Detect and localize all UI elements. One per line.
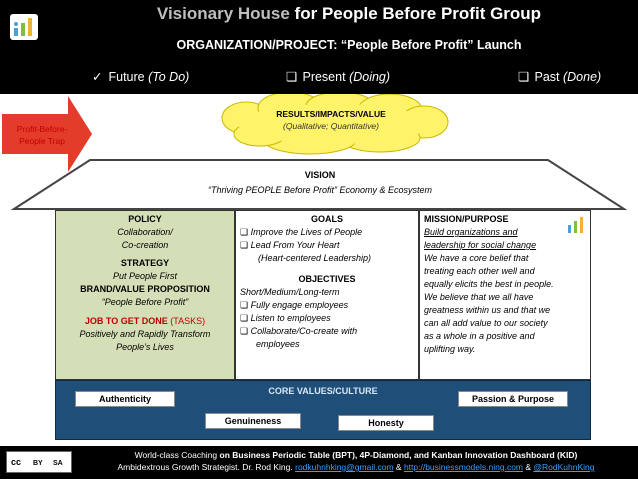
brand-name: Visionary House [156, 4, 290, 23]
logo-icon [566, 215, 586, 235]
strategy-title: STRATEGY [120, 258, 170, 268]
mission-body-line: We believe that we all have [424, 292, 534, 302]
goal-item [240, 226, 414, 239]
org-name: People Before Profit Group [321, 4, 542, 23]
trap-line: Profit-Before- [16, 124, 68, 134]
vision-title: VISION [304, 170, 336, 180]
title-connector: for [289, 4, 322, 23]
value-passion-purpose: Passion & Purpose [458, 391, 568, 407]
creative-commons-badge [6, 451, 72, 473]
status-label: Past [534, 70, 560, 84]
status-detail: (To Do) [148, 70, 190, 84]
page-title [60, 4, 638, 24]
sa-icon: SA [53, 460, 63, 467]
objective-text: Listen to employees [250, 313, 331, 323]
mission-headline: leadership for social change [424, 240, 537, 250]
status-detail: (Doing) [349, 70, 391, 84]
footer-text: & [393, 462, 404, 472]
objectives-subtitle: Short/Medium/Long-term [240, 287, 340, 297]
objective-item [240, 325, 414, 338]
checkbox-icon: ❏ [240, 240, 249, 250]
checkbox-icon: ❏ [240, 227, 249, 237]
goal-text: Lead From Your Heart [250, 240, 340, 250]
subtitle-value: : “People Before Profit” Launch [333, 38, 522, 52]
mission-title: MISSION/PURPOSE [424, 214, 509, 224]
job-suffix: (TASKS) [167, 316, 206, 326]
mission-headline: Build organizations and [424, 227, 518, 237]
policy-item: Co-creation [121, 240, 169, 250]
email-link[interactable]: rodkuhnhking@gmail.com [295, 462, 394, 472]
mission-body-line: can all add value to our society [424, 318, 548, 328]
results-text [236, 108, 426, 132]
checkbox-icon: ❏ [518, 70, 530, 84]
core-values-title: CORE VALUES/CULTURE [268, 386, 378, 396]
mission-body-line: equally elicits the best in people. [424, 279, 554, 289]
status-label: Future [108, 70, 145, 84]
logo-icon [10, 14, 38, 40]
status-label: Present [302, 70, 346, 84]
footer-line-2 [80, 461, 632, 473]
footer-text-bold: on Business Periodic Table (BPT), 4P-Diamond, and Kanban Innovation Dashboard (KID) [219, 450, 578, 460]
goals-title: GOALS [310, 214, 343, 224]
value-genuineness: Genuineness [205, 413, 301, 429]
goal-text: Improve the Lives of People [250, 227, 363, 237]
vision-statement: “Thriving PEOPLE Before Profit” Economy & Ecosystem [207, 185, 433, 195]
objective-text: Fully engage employees [250, 300, 349, 310]
footer-line-1 [80, 449, 632, 461]
job-line: People’s Lives [116, 342, 174, 352]
checkbox-icon: ❏ [286, 70, 298, 84]
checkbox-icon: ❏ [240, 326, 249, 336]
status-detail: (Done) [562, 70, 602, 84]
footer-text: World-class Coaching [134, 450, 220, 460]
mission-body-line: as a whole in a positive and [424, 331, 535, 341]
objective-tail: employees [256, 339, 300, 349]
results-title: RESULTS/IMPACTS/VALUE [276, 109, 386, 119]
goals-note: (Heart-centered Leadership) [258, 253, 372, 263]
job-title: JOB TO GET DONE [84, 316, 168, 326]
vision-block [150, 168, 490, 198]
trap-line: People Trap [19, 136, 65, 146]
objective-item [240, 299, 414, 312]
goals-column [235, 210, 419, 380]
goal-item [240, 239, 414, 252]
value-authenticity: Authenticity [75, 391, 175, 407]
objectives-title: OBJECTIVES [298, 274, 356, 284]
subtitle-label: ORGANIZATION/PROJECT [176, 38, 334, 52]
mission-body-line: greatness within us and that we [424, 305, 551, 315]
policy-title: POLICY [128, 214, 162, 224]
mission-body-line: treating each other well and [424, 266, 535, 276]
checkbox-icon: ❏ [240, 300, 249, 310]
objective-text: Collaborate/Co-create with [250, 326, 358, 336]
by-icon: BY [33, 460, 43, 467]
job-line: Positively and Rapidly Transform [79, 329, 211, 339]
status-future[interactable] [92, 69, 189, 84]
checkmark-icon: ✓ [92, 70, 103, 84]
footer-text: Ambidextrous Growth Strategist. Dr. Rod King. [117, 462, 296, 472]
footer-text: & [523, 462, 534, 472]
status-past[interactable] [518, 69, 601, 84]
mission-body-line: We have a core belief that [424, 253, 529, 263]
checkbox-icon: ❏ [240, 313, 249, 323]
website-link[interactable]: http://businessmodels.ning.com [403, 462, 523, 472]
mission-body-line: uplifting way. [424, 344, 476, 354]
page-subtitle [60, 38, 638, 52]
policy-item: Collaboration/ [117, 227, 173, 237]
value-honesty: Honesty [338, 415, 434, 431]
brand-title: BRAND/VALUE PROPOSITION [80, 284, 210, 294]
status-present[interactable] [286, 69, 390, 84]
strategy-value: Put People First [112, 271, 178, 281]
objective-item [240, 312, 414, 325]
results-subtitle: (Qualitative; Quantitative) [283, 121, 379, 131]
twitter-link[interactable]: @RodKuhnKing [533, 462, 595, 472]
policy-column [55, 210, 235, 380]
brand-value: “People Before Profit” [101, 297, 189, 307]
trap-label [2, 123, 82, 147]
mission-column [419, 210, 591, 380]
cc-icon: cc [11, 457, 22, 467]
